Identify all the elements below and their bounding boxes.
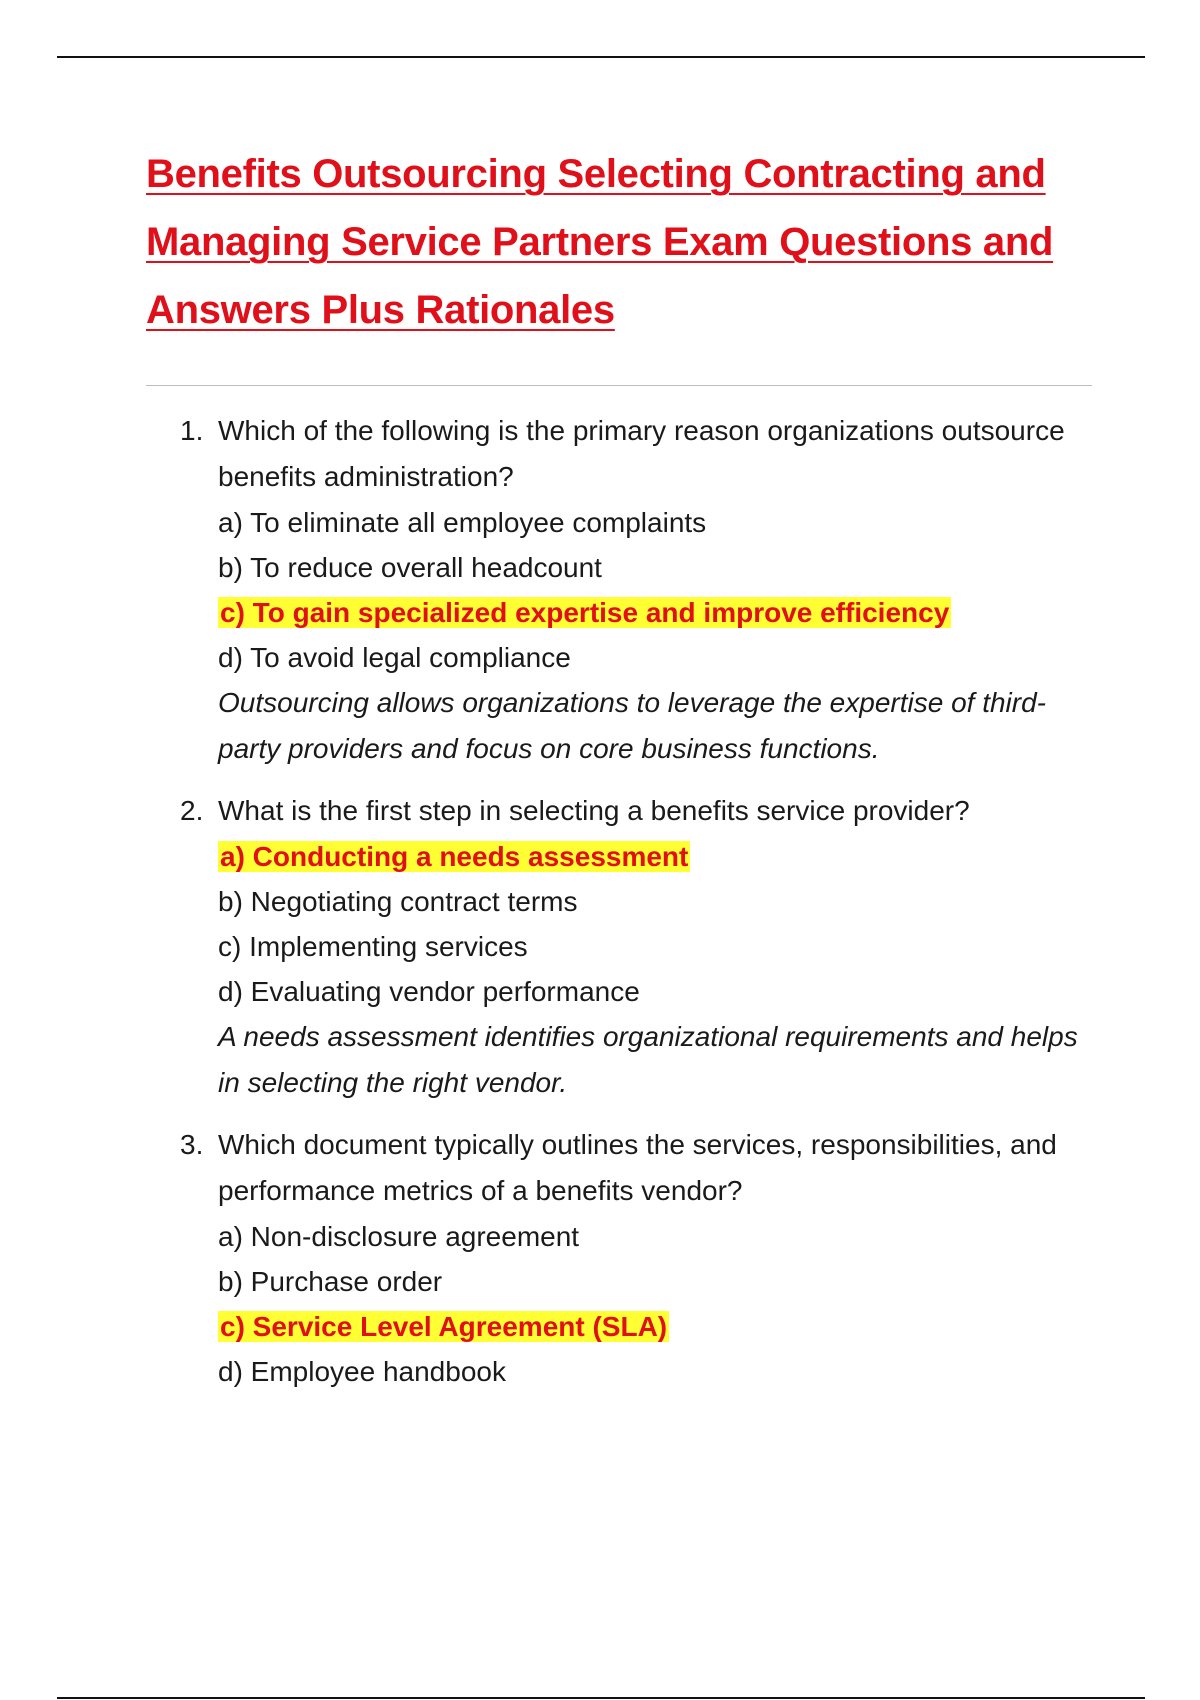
option-a-correct-answer: a) Conducting a needs assessment [220,841,689,872]
options-list [218,1214,1080,1394]
options-list [218,834,1080,1014]
option-c-correct-answer: c) Service Level Agreement (SLA) [220,1311,668,1342]
question-1 [180,408,1080,772]
bottom-rule [57,1697,1145,1699]
question-text: What is the first step in selecting a benefits service provider? [218,795,970,826]
question-number: 1. [180,415,204,446]
top-rule [57,56,1145,58]
option-b: b) Negotiating contract terms [218,886,578,917]
options-list [218,500,1080,680]
option-b: b) To reduce overall headcount [218,552,602,583]
rationale: Outsourcing allows organizations to leverage the expertise of third-party providers and focus on core business functions. [218,687,1046,764]
option-c: c) Implementing services [218,931,528,962]
question-text: Which of the following is the primary reason organizations outsource benefits administration? [218,415,1065,492]
option-a: a) Non-disclosure agreement [218,1221,580,1252]
option-d: d) To avoid legal compliance [218,642,571,673]
option-a: a) To eliminate all employee complaints [218,507,707,538]
rationale: A needs assessment identifies organizational requirements and helps in selecting the right vendor. [218,1021,1078,1098]
title-divider [146,385,1092,386]
option-b: b) Purchase order [218,1266,443,1297]
question-text: Which document typically outlines the services, responsibilities, and performance metrics of a benefits vendor? [218,1129,1057,1206]
question-number: 2. [180,795,204,826]
question-3 [180,1122,1080,1394]
question-number: 3. [180,1129,204,1160]
question-2 [180,788,1080,1106]
option-d: d) Employee handbook [218,1356,506,1387]
option-d: d) Evaluating vendor performance [218,976,640,1007]
option-c-correct-answer: c) To gain specialized expertise and improve efficiency [220,597,950,628]
questions-list [180,408,1080,1410]
document-title: Benefits Outsourcing Selecting Contracting and Managing Service Partners Exam Questions and Answers Plus Rationales [146,152,1054,332]
